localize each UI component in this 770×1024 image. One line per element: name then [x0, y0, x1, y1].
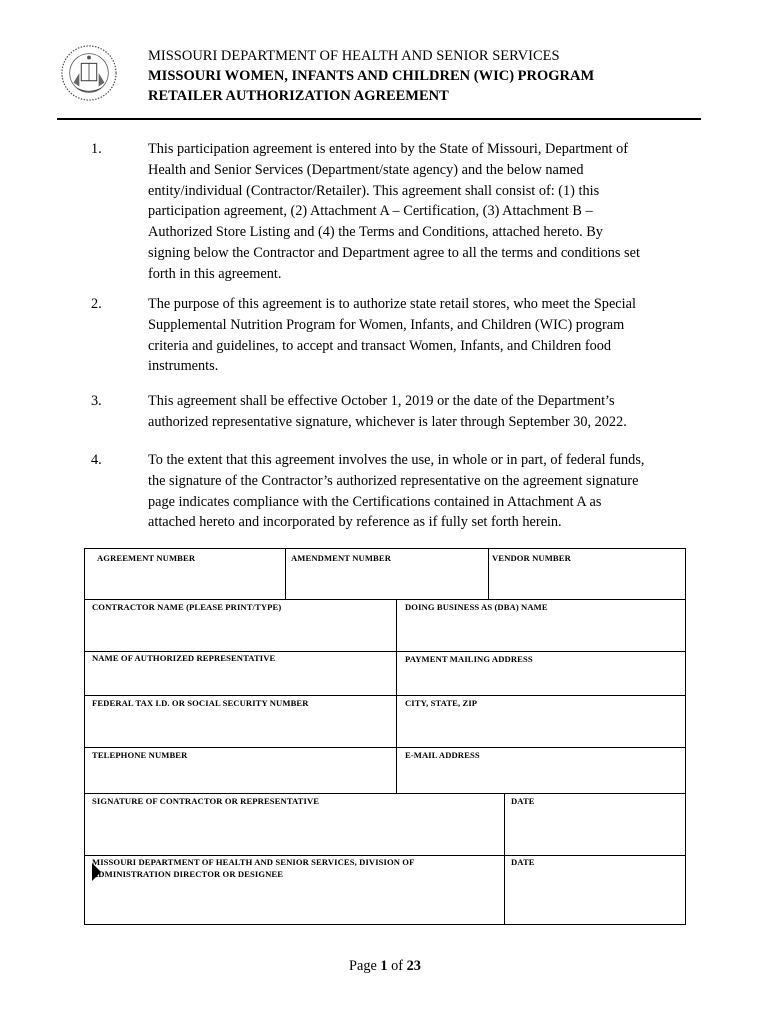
authorized-representative-field[interactable]: NAME OF AUTHORIZED REPRESENTATIVE	[92, 653, 276, 663]
contractor-signature-field[interactable]: SIGNATURE OF CONTRACTOR OR REPRESENTATIVE	[92, 796, 320, 806]
dba-name-field[interactable]: DOING BUSINESS AS (DBA) NAME	[405, 602, 548, 612]
agreement-form	[84, 548, 686, 925]
header-divider	[57, 118, 701, 120]
department-name: MISSOURI DEPARTMENT OF HEALTH AND SENIOR SERVICES	[148, 48, 560, 64]
telephone-field[interactable]: TELEPHONE NUMBER	[92, 750, 188, 760]
paragraph-text: To the extent that this agreement involves the use, in whole or in part, of federal funds, the signature of the Contractor’s authorized representative on the agreement signature page indicates compliance with the Certifications contained in Attachment A as attached hereto and incorporated by reference as if fully set forth herein.	[148, 452, 645, 531]
program-name: MISSOURI WOMEN, INFANTS AND CHILDREN (WIC) PROGRAM	[148, 68, 595, 84]
vendor-number-field[interactable]: VENDOR NUMBER	[492, 553, 571, 563]
document-title: RETAILER AUTHORIZATION AGREEMENT	[148, 88, 449, 104]
tax-id-field[interactable]: FEDERAL TAX I.D. OR SOCIAL SECURITY NUMBER	[92, 698, 309, 708]
paragraph-number: 4.	[91, 452, 102, 468]
payment-mailing-address-field[interactable]: PAYMENT MAILING ADDRESS	[405, 654, 533, 664]
paragraph-number: 1.	[91, 141, 102, 157]
department-signature-field[interactable]: MISSOURI DEPARTMENT OF HEALTH AND SENIOR SERVICES, DIVISION OF ADMINISTRATION DIRECTOR OR DESIGNEE	[92, 857, 415, 879]
state-seal-icon	[60, 44, 118, 102]
page-current: 1	[380, 958, 388, 974]
paragraph-number: 3.	[91, 393, 102, 409]
of-word: of	[391, 958, 404, 974]
page-total: 23	[406, 958, 421, 974]
paragraph-text: This agreement shall be effective October 1, 2019 or the date of the Department’s authorized representative signature, whichever is later through September 30, 2022.	[148, 393, 627, 430]
sign-here-arrow-icon	[92, 863, 101, 881]
department-date-field[interactable]: DATE	[511, 857, 535, 867]
contractor-date-field[interactable]: DATE	[511, 796, 535, 806]
paragraph-number: 2.	[91, 296, 102, 312]
city-state-zip-field[interactable]: CITY, STATE, ZIP	[405, 698, 478, 708]
paragraph-text: This participation agreement is entered into by the State of Missouri, Department of Health and Senior Services (Department/state agency) and the below named entity/individual (Contractor/Retailer). This agreement shall consist of: (1) this participation agreement, (2) Attachment A – Certification, (3) Attachment B – Authorized Store Listing and (4) the Terms and Conditions, attached hereto. By signing below the Contractor and Department agree to all the terms and conditions set forth in this agreement.	[148, 141, 640, 282]
amendment-number-field[interactable]: AMENDMENT NUMBER	[291, 553, 392, 563]
contractor-name-field[interactable]: CONTRACTOR NAME (PLEASE PRINT/TYPE)	[92, 602, 282, 612]
page-number	[0, 958, 770, 975]
email-field[interactable]: E-MAIL ADDRESS	[405, 750, 480, 760]
page-word: Page	[349, 958, 377, 974]
agreement-number-field[interactable]: AGREEMENT NUMBER	[97, 553, 196, 563]
paragraph-text: The purpose of this agreement is to authorize state retail stores, who meet the Special Supplemental Nutrition Program for Women, Infants, and Children (WIC) program criteria and guidelines, to accept and transact Women, Infants, and Children food instruments.	[148, 296, 636, 375]
